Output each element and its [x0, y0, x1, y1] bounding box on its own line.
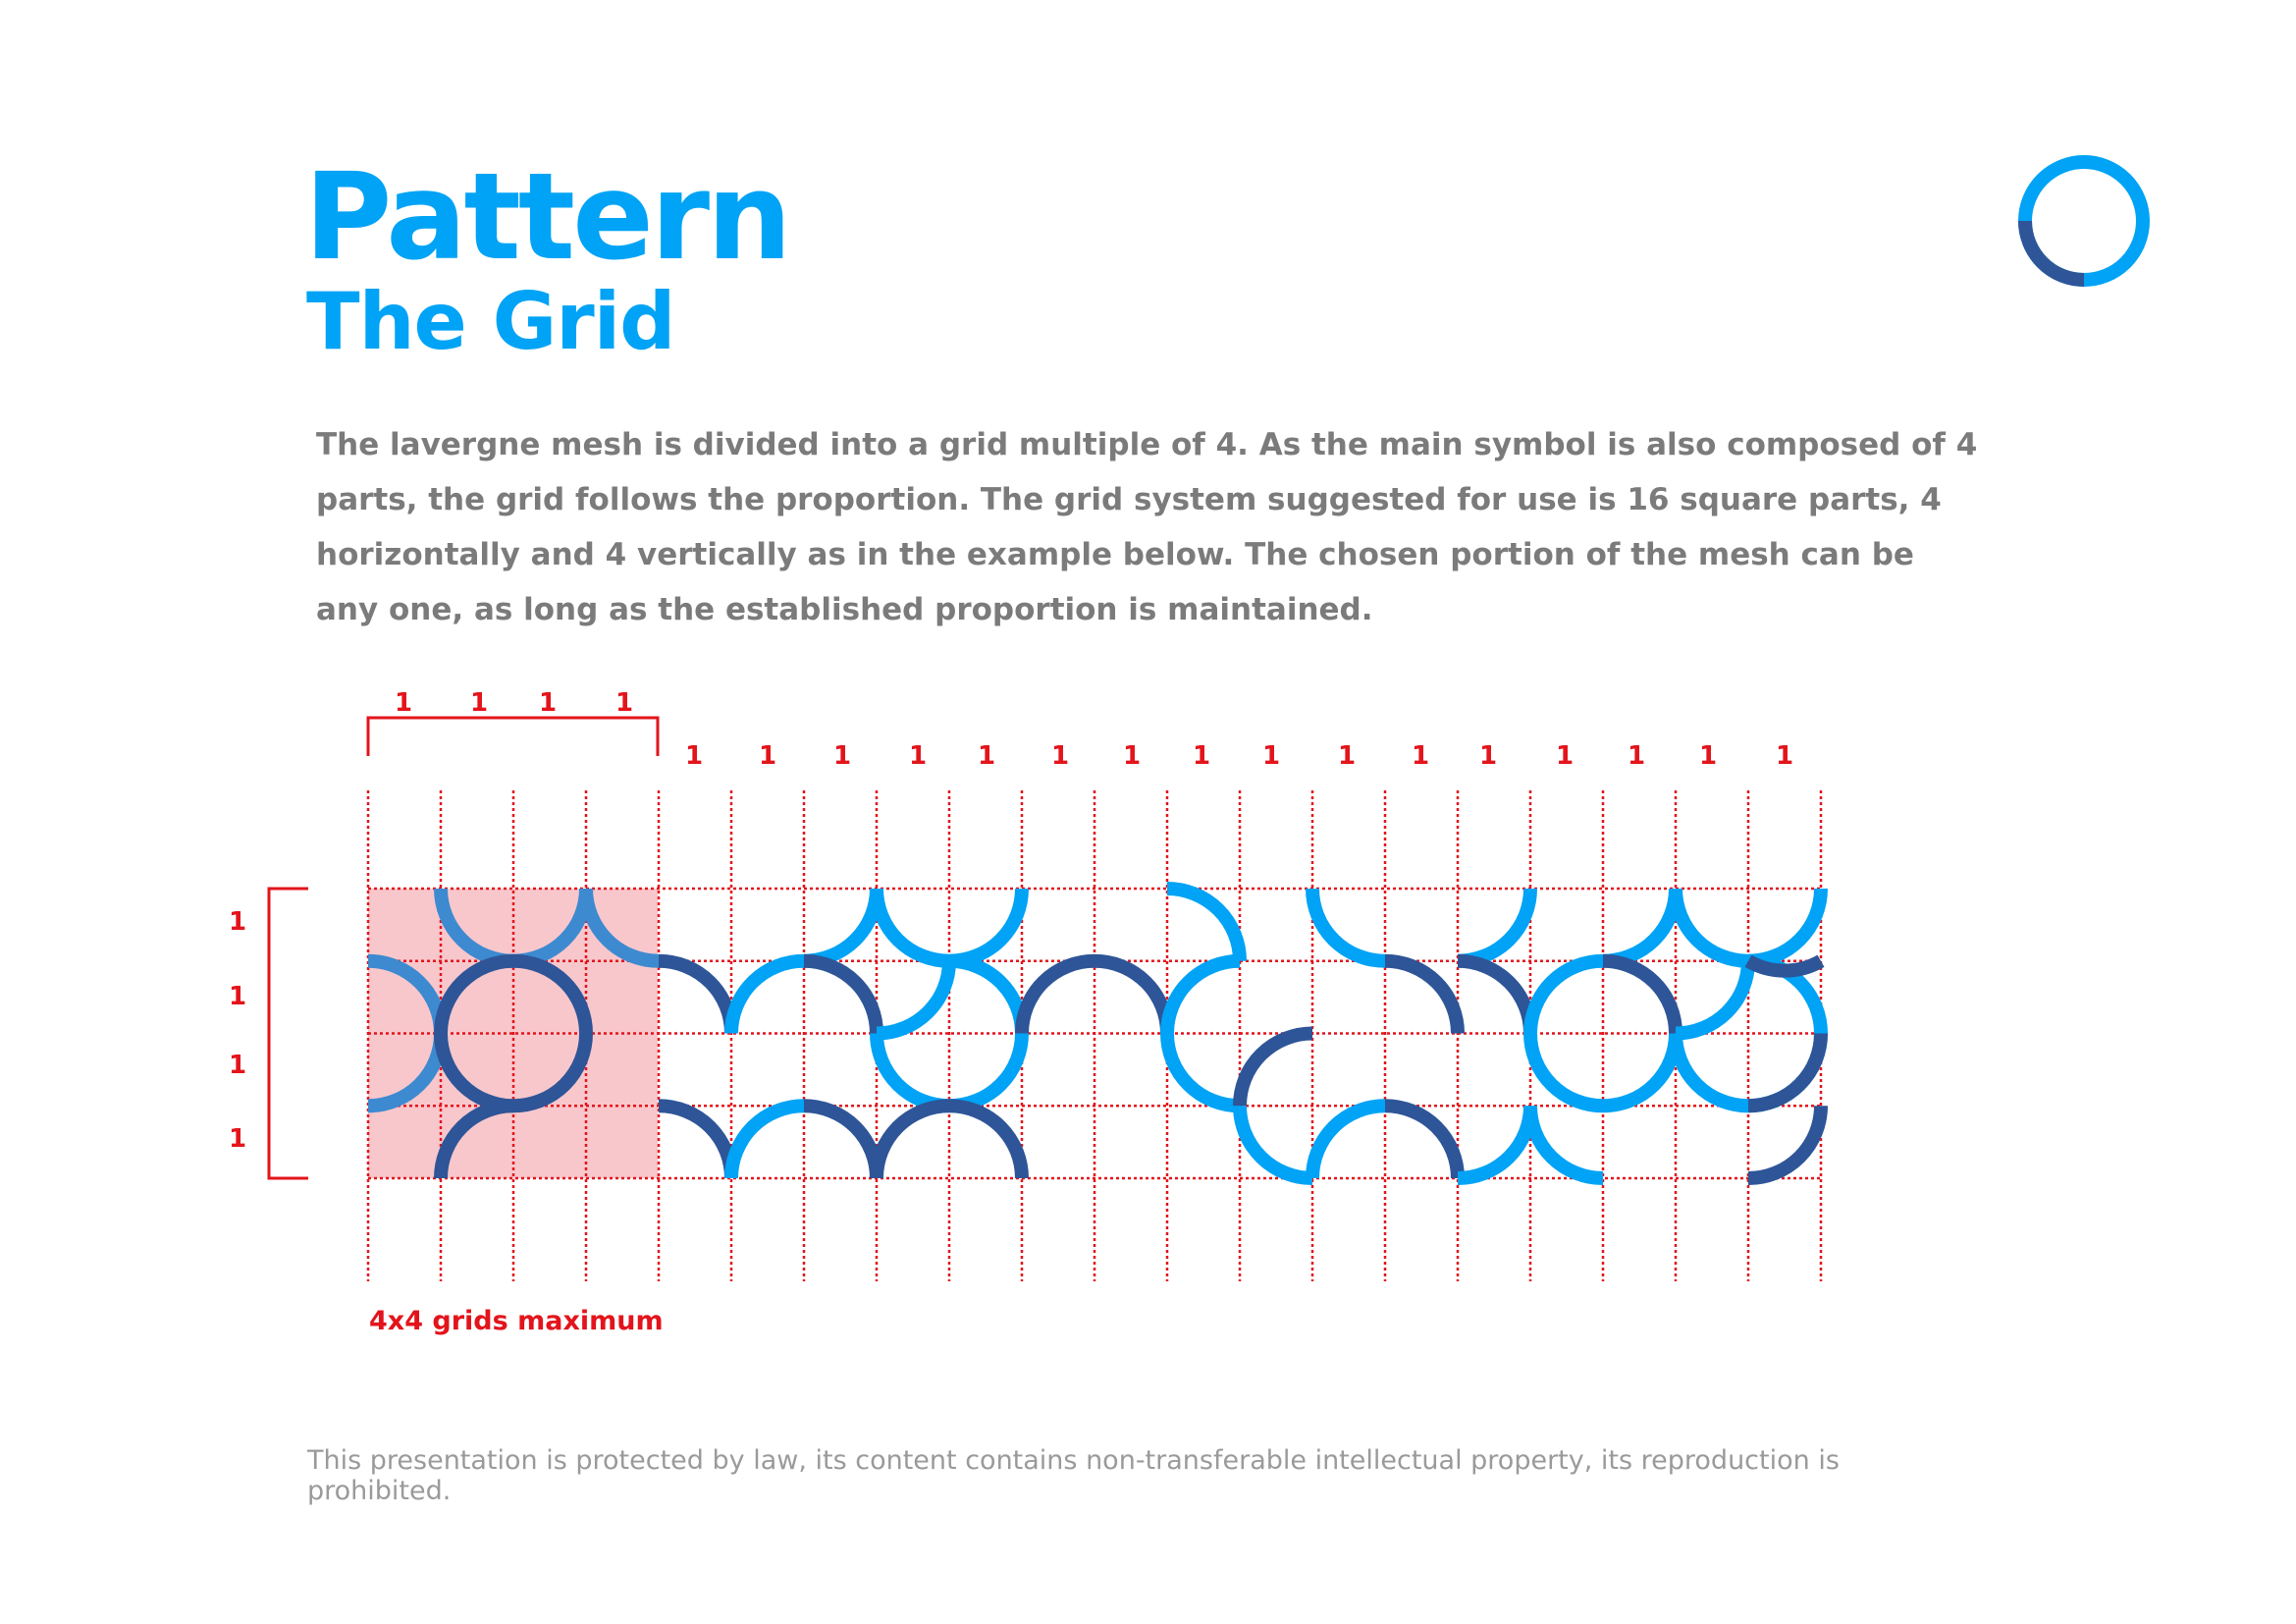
pattern-arc	[877, 1106, 949, 1178]
unit-label: 1	[1478, 741, 1498, 771]
pattern-arc	[1458, 1106, 1530, 1178]
pattern-arc	[949, 961, 1022, 1034]
pattern-arc	[1240, 1106, 1312, 1178]
pattern-arc	[1530, 1106, 1603, 1178]
pattern-arc	[877, 961, 949, 1034]
unit-label: 1	[1698, 741, 1718, 771]
pattern-arc	[1748, 1034, 1821, 1107]
unit-label: 1	[1555, 741, 1575, 771]
footer-note: This presentation is protected by law, its content contains non-transferable intellectual property, its reproduction is prohibited.	[307, 1445, 1840, 1506]
unit-label: 1	[614, 688, 634, 718]
pattern-arc	[731, 961, 804, 1034]
unit-label: 1	[832, 741, 852, 771]
left-bracket	[269, 889, 308, 1178]
pattern-arc	[877, 1034, 949, 1107]
unit-label: 1	[1192, 741, 1211, 771]
pattern-arc	[1530, 961, 1603, 1034]
pattern-arc	[1385, 961, 1458, 1034]
unit-label: 1	[1627, 741, 1646, 771]
pattern-arc	[1458, 961, 1530, 1034]
unit-label: 1	[1411, 741, 1430, 771]
page-subtitle: The Grid	[306, 276, 675, 367]
pattern-arc	[1167, 889, 1240, 961]
pattern-arc	[949, 1034, 1022, 1107]
pattern-arc	[804, 961, 877, 1034]
pattern-arc	[1458, 889, 1530, 961]
pattern-arc	[1676, 1034, 1748, 1107]
pattern-arc	[731, 1106, 804, 1178]
pattern-arc	[1167, 961, 1240, 1034]
pattern-arc	[1022, 961, 1095, 1034]
pattern-arc	[1748, 1106, 1821, 1178]
pattern-arc	[1603, 1034, 1676, 1107]
description-text: The lavergne mesh is divided into a grid multiple of 4. As the main symbol is also composed of 4 parts, the grid follows the proportion. The grid system suggested for use is 16 square parts, 4 horizontally and 4 vertically as in the example below. The chosen portion of the mesh can be any one, as long as the established proportion is maintained.	[316, 427, 1978, 627]
pattern-arc	[1748, 961, 1821, 971]
unit-label: 1	[1337, 741, 1357, 771]
unit-label: 1	[469, 688, 489, 718]
pattern-arc	[1167, 1034, 1240, 1107]
unit-label: 1	[1122, 741, 1142, 771]
pattern-arc	[949, 889, 1022, 961]
pattern-arc	[1676, 889, 1748, 961]
pattern-arc	[1385, 1106, 1458, 1178]
pattern-arc	[1748, 889, 1821, 961]
unit-label: 1	[1050, 741, 1070, 771]
pattern-arc	[804, 889, 877, 961]
unit-label: 1	[228, 1124, 247, 1154]
unit-label: 1	[1261, 741, 1281, 771]
pattern-arc	[1312, 1106, 1385, 1178]
unit-label: 1	[228, 1051, 247, 1080]
pattern-arc	[1603, 961, 1676, 1034]
grid-caption: 4x4 grids maximum	[369, 1306, 664, 1336]
pattern-arc	[659, 961, 731, 1034]
pattern-arc	[804, 1106, 877, 1178]
pattern-arc	[1603, 889, 1676, 961]
unit-label: 1	[758, 741, 777, 771]
unit-label: 1	[1775, 741, 1794, 771]
pattern-arc	[949, 1106, 1022, 1178]
pattern-arc	[877, 889, 949, 961]
unit-label: 1	[977, 741, 996, 771]
unit-label: 1	[394, 688, 413, 718]
top-bracket	[368, 718, 658, 756]
unit-label: 1	[538, 688, 558, 718]
pattern-arc	[1095, 961, 1167, 1034]
pattern-arc	[1676, 961, 1748, 1034]
unit-label: 1	[908, 741, 928, 771]
pattern-arc	[659, 1106, 731, 1178]
pattern-arc	[1240, 1034, 1312, 1107]
unit-label: 1	[684, 741, 704, 771]
unit-label: 1	[228, 907, 247, 937]
unit-label: 1	[228, 982, 247, 1011]
page-title: Pattern	[304, 147, 789, 287]
pattern-arc	[1530, 1034, 1603, 1107]
pattern-arc	[1312, 889, 1385, 961]
